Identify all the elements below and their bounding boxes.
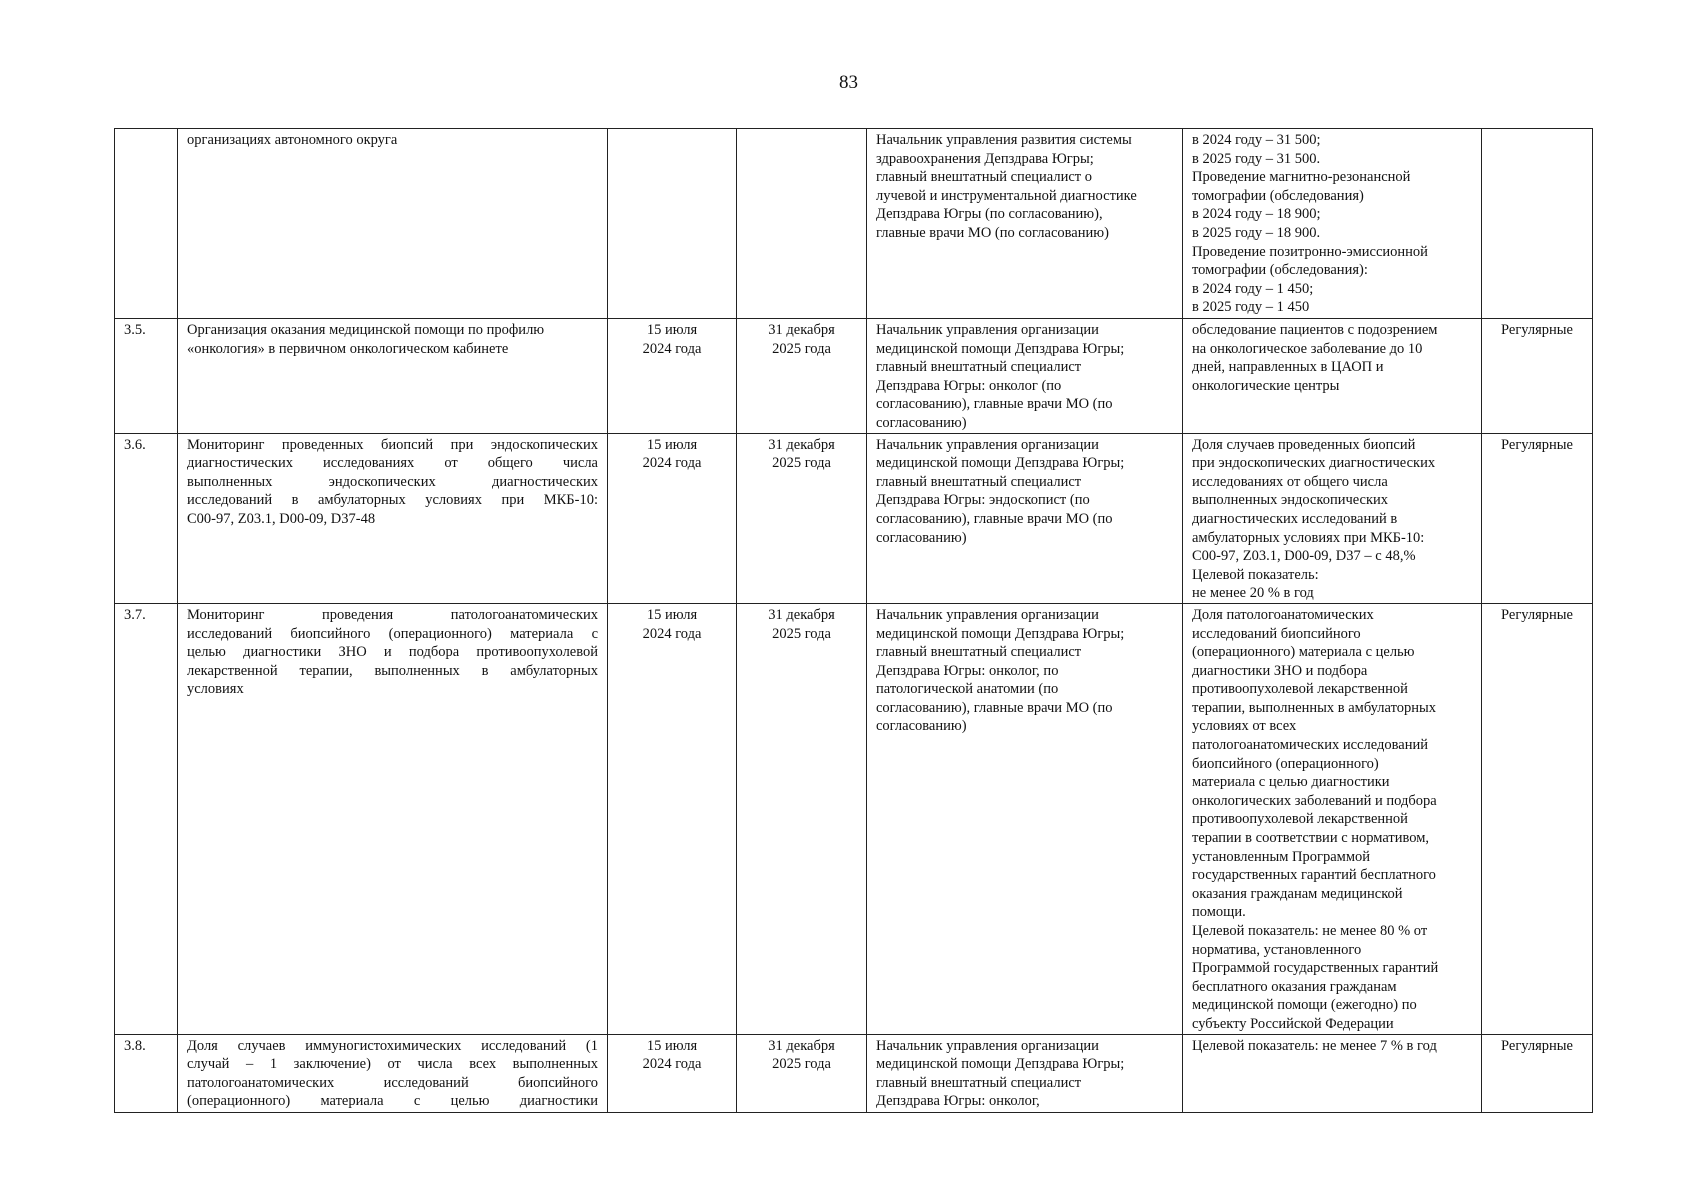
item-number: 3.5. bbox=[124, 322, 146, 338]
text-line: 31 декабря bbox=[768, 322, 835, 338]
text-line: амбулаторных условиях при МКБ-10: bbox=[1192, 529, 1425, 546]
type-cell bbox=[1482, 433, 1593, 603]
text-line: Программой государственных гарантий bbox=[1192, 960, 1439, 977]
start-date-cell bbox=[608, 433, 737, 603]
text-line: норматива, установленного bbox=[1192, 941, 1362, 958]
item-number: 3.6. bbox=[124, 436, 146, 453]
responsible-cell bbox=[867, 1034, 1183, 1112]
text-line: лучевой и инструментальной диагностике bbox=[876, 187, 1137, 204]
text-line: исследованиях от общего числа bbox=[1192, 473, 1388, 490]
text-line: бесплатного оказания гражданам bbox=[1192, 978, 1397, 995]
table-row bbox=[115, 129, 1593, 319]
text-line: Начальник управления организации bbox=[876, 606, 1099, 623]
text-line: согласованию) bbox=[876, 529, 967, 546]
text-line: патологоанатомических исследований биопсийного bbox=[187, 1074, 598, 1091]
activity-cell bbox=[178, 1034, 608, 1112]
text-line: условиях от всех bbox=[1192, 718, 1297, 735]
text-line: помощи. bbox=[1192, 904, 1246, 921]
text-line: 2025 года bbox=[772, 625, 831, 642]
end-date-cell bbox=[737, 1034, 867, 1112]
text-line: в 2024 году – 31 500; bbox=[1192, 132, 1321, 148]
text-line: государственных гарантий бесплатного bbox=[1192, 867, 1436, 884]
type-cell bbox=[1482, 1034, 1593, 1112]
type-cell bbox=[1482, 319, 1593, 434]
text-line: случай – 1 заключение) от числа всех выполненных bbox=[187, 1056, 598, 1073]
text-line: С00-97, Z03.1, D00-09, D37 – с 48,% bbox=[1192, 548, 1416, 565]
text-line: оказания гражданам медицинской bbox=[1192, 885, 1403, 902]
item-number-cell bbox=[115, 319, 178, 434]
text-line: организациях автономного округа bbox=[187, 132, 398, 148]
text-line: противоопухолевой лекарственной bbox=[1192, 811, 1408, 828]
measures-table bbox=[114, 128, 1593, 1113]
start-date-cell bbox=[608, 1034, 737, 1112]
text-line: согласованию) bbox=[876, 414, 967, 431]
start-date-cell bbox=[608, 319, 737, 434]
text-line: здравоохранения Депздрава Югры; bbox=[876, 150, 1094, 167]
text-line: материала с целью диагностики bbox=[1192, 774, 1390, 791]
text-line: 2024 года bbox=[642, 625, 702, 642]
text-line: медицинской помощи Депздрава Югры; bbox=[876, 455, 1125, 472]
text-line: 15 июля bbox=[646, 606, 698, 623]
text-line: 31 декабря bbox=[768, 606, 835, 623]
text-line: диагностических исследований в bbox=[1192, 510, 1398, 527]
text-line: Депздрава Югры: онколог, bbox=[876, 1093, 1040, 1110]
text-line: в 2025 году – 18 900. bbox=[1192, 224, 1321, 241]
text-line: согласованию) bbox=[876, 718, 967, 735]
text-line: главный внештатный специалист bbox=[876, 644, 1082, 661]
text-line: патологоанатомических исследований bbox=[1192, 737, 1428, 754]
start-date-cell bbox=[608, 129, 737, 319]
text-line: диагностических исследованиях от общего числа bbox=[187, 455, 598, 472]
responsible-cell bbox=[867, 129, 1183, 319]
activity-cell bbox=[178, 319, 608, 434]
text-line: Депздрава Югры (по согласованию), bbox=[876, 206, 1103, 223]
item-number: 3.7. bbox=[124, 606, 146, 623]
text-line: 31 декабря bbox=[768, 1037, 835, 1054]
text-line: Депздрава Югры: онколог (по bbox=[876, 377, 1062, 394]
text-line: Доля патологоанатомических bbox=[1192, 606, 1374, 623]
text-line: согласованию), главные врачи МО (по bbox=[876, 396, 1113, 413]
text-line: 2024 года bbox=[642, 455, 702, 472]
text-line: главный внештатный специалист bbox=[876, 359, 1082, 376]
item-number-cell bbox=[115, 1034, 178, 1112]
measure-type: Регулярные bbox=[1501, 606, 1573, 623]
activity-cell bbox=[178, 603, 608, 1034]
text-line: Депздрава Югры: эндоскопист (по bbox=[876, 492, 1090, 509]
text-line: в 2024 году – 18 900; bbox=[1192, 206, 1321, 223]
text-line: целью диагностики ЗНО и подбора противоопухолевой bbox=[187, 644, 598, 661]
text-line: главный внештатный специалист bbox=[876, 473, 1082, 490]
text-line: главный внештатный специалист о bbox=[876, 169, 1092, 186]
end-date-cell bbox=[737, 433, 867, 603]
text-line: 2025 года bbox=[772, 340, 831, 357]
activity-cell bbox=[178, 129, 608, 319]
item-number: 3.8. bbox=[124, 1037, 146, 1054]
text-line: противоопухолевой лекарственной bbox=[1192, 681, 1408, 698]
text-line: 31 декабря bbox=[768, 436, 835, 453]
text-line: Организация оказания медицинской помощи по профилю bbox=[187, 322, 545, 338]
text-line: Доля случаев иммуногистохимических исследований (1 bbox=[187, 1037, 598, 1054]
text-line: не менее 20 % в год bbox=[1192, 585, 1314, 602]
text-line: главный внештатный специалист bbox=[876, 1074, 1082, 1091]
text-line: Проведение магнитно-резонансной bbox=[1192, 169, 1411, 186]
text-line: в 2025 году – 31 500. bbox=[1192, 150, 1321, 167]
table-body bbox=[115, 129, 1593, 1113]
text-line: лекарственной терапии, выполненных в амбулаторных bbox=[187, 662, 598, 679]
text-line: субъекту Российской Федерации bbox=[1192, 1015, 1394, 1032]
text-line: исследований биопсийного bbox=[1192, 625, 1361, 642]
text-line: при эндоскопических диагностических bbox=[1192, 455, 1436, 472]
text-line: Целевой показатель: bbox=[1192, 566, 1319, 583]
text-line: дней, направленных в ЦАОП и bbox=[1192, 359, 1384, 376]
page-number: 83 bbox=[839, 72, 858, 93]
type-cell bbox=[1482, 129, 1593, 319]
text-line: онкологических заболеваний и подбора bbox=[1192, 792, 1437, 809]
text-line: 2024 года bbox=[642, 1056, 702, 1073]
text-line: (операционного) материала с целью диагностики bbox=[187, 1093, 598, 1110]
text-line: Начальник управления организации bbox=[876, 436, 1099, 453]
item-number-cell bbox=[115, 603, 178, 1034]
item-number-cell bbox=[115, 433, 178, 603]
text-line: 15 июля bbox=[646, 322, 698, 338]
text-line: медицинской помощи (ежегодно) по bbox=[1192, 997, 1417, 1014]
text-line: Начальник управления развития системы bbox=[876, 132, 1132, 148]
text-line: условиях bbox=[187, 681, 244, 698]
text-line: исследований биопсийного (операционного) материала с bbox=[187, 625, 598, 642]
text-line: 15 июля bbox=[646, 1037, 698, 1054]
text-line: обследование пациентов с подозрением bbox=[1192, 322, 1438, 338]
table-row bbox=[115, 319, 1593, 434]
result-cell bbox=[1183, 129, 1482, 319]
responsible-cell bbox=[867, 603, 1183, 1034]
text-line: 2025 года bbox=[772, 1056, 831, 1073]
end-date-cell bbox=[737, 319, 867, 434]
measure-type: Регулярные bbox=[1501, 436, 1573, 453]
text-line: выполненных эндоскопических диагностических bbox=[187, 473, 598, 490]
text-line: исследований в амбулаторных условиях при МКБ-10: bbox=[187, 492, 598, 509]
text-line: томографии (обследования): bbox=[1192, 262, 1368, 279]
text-line: Депздрава Югры: онколог, по bbox=[876, 662, 1059, 679]
activity-cell bbox=[178, 433, 608, 603]
text-line: Целевой показатель: не менее 7 % в год bbox=[1192, 1037, 1437, 1054]
text-line: на онкологическое заболевание до 10 bbox=[1192, 340, 1423, 357]
item-number-cell bbox=[115, 129, 178, 319]
text-line: «онкология» в первичном онкологическом кабинете bbox=[187, 340, 509, 357]
table-row bbox=[115, 1034, 1593, 1112]
text-line: онкологические центры bbox=[1192, 377, 1340, 394]
text-line: Целевой показатель: не менее 80 % от bbox=[1192, 923, 1428, 939]
text-line: Мониторинг проведения патологоанатомических bbox=[187, 606, 598, 623]
text-line: терапии в соответствии с нормативом, bbox=[1192, 830, 1430, 847]
text-line: главные врачи МО (по согласованию) bbox=[876, 224, 1109, 241]
text-line: Начальник управления организации bbox=[876, 322, 1099, 338]
text-line: патологической анатомии (по bbox=[876, 681, 1059, 698]
text-line: в 2025 году – 1 450 bbox=[1192, 299, 1310, 316]
text-line: Начальник управления организации bbox=[876, 1037, 1099, 1054]
text-line: медицинской помощи Депздрава Югры; bbox=[876, 625, 1125, 642]
measure-type: Регулярные bbox=[1501, 322, 1573, 338]
text-line: С00-97, Z03.1, D00-09, D37-48 bbox=[187, 510, 376, 527]
text-line: томографии (обследования) bbox=[1192, 187, 1364, 204]
end-date-cell bbox=[737, 603, 867, 1034]
end-date-cell bbox=[737, 129, 867, 319]
text-line: диагностики ЗНО и подбора bbox=[1192, 662, 1368, 679]
text-line: выполненных эндоскопических bbox=[1192, 492, 1389, 509]
text-line: 2025 года bbox=[772, 455, 831, 472]
text-line: Доля случаев проведенных биопсий bbox=[1192, 436, 1416, 453]
text-line: биопсийного (операционного) bbox=[1192, 755, 1379, 772]
text-line: Проведение позитронно-эмиссионной bbox=[1192, 243, 1428, 260]
text-line: медицинской помощи Депздрава Югры; bbox=[876, 340, 1125, 357]
text-line: в 2024 году – 1 450; bbox=[1192, 280, 1314, 297]
result-cell bbox=[1183, 603, 1482, 1034]
table-row bbox=[115, 603, 1593, 1034]
text-line: согласованию), главные врачи МО (по bbox=[876, 510, 1113, 527]
result-cell bbox=[1183, 1034, 1482, 1112]
responsible-cell bbox=[867, 433, 1183, 603]
text-line: медицинской помощи Депздрава Югры; bbox=[876, 1056, 1125, 1073]
text-line: согласованию), главные врачи МО (по bbox=[876, 699, 1113, 716]
text-line: (операционного) материала с целью bbox=[1192, 644, 1415, 661]
table-row bbox=[115, 433, 1593, 603]
result-cell bbox=[1183, 433, 1482, 603]
result-cell bbox=[1183, 319, 1482, 434]
text-line: установленным Программой bbox=[1192, 848, 1371, 865]
start-date-cell bbox=[608, 603, 737, 1034]
type-cell bbox=[1482, 603, 1593, 1034]
text-line: 15 июля bbox=[646, 436, 698, 453]
text-line: Мониторинг проведенных биопсий при эндоскопических bbox=[187, 436, 598, 453]
text-line: 2024 года bbox=[642, 340, 702, 357]
text-line: терапии, выполненных в амбулаторных bbox=[1192, 699, 1436, 716]
measure-type: Регулярные bbox=[1501, 1037, 1573, 1054]
responsible-cell bbox=[867, 319, 1183, 434]
